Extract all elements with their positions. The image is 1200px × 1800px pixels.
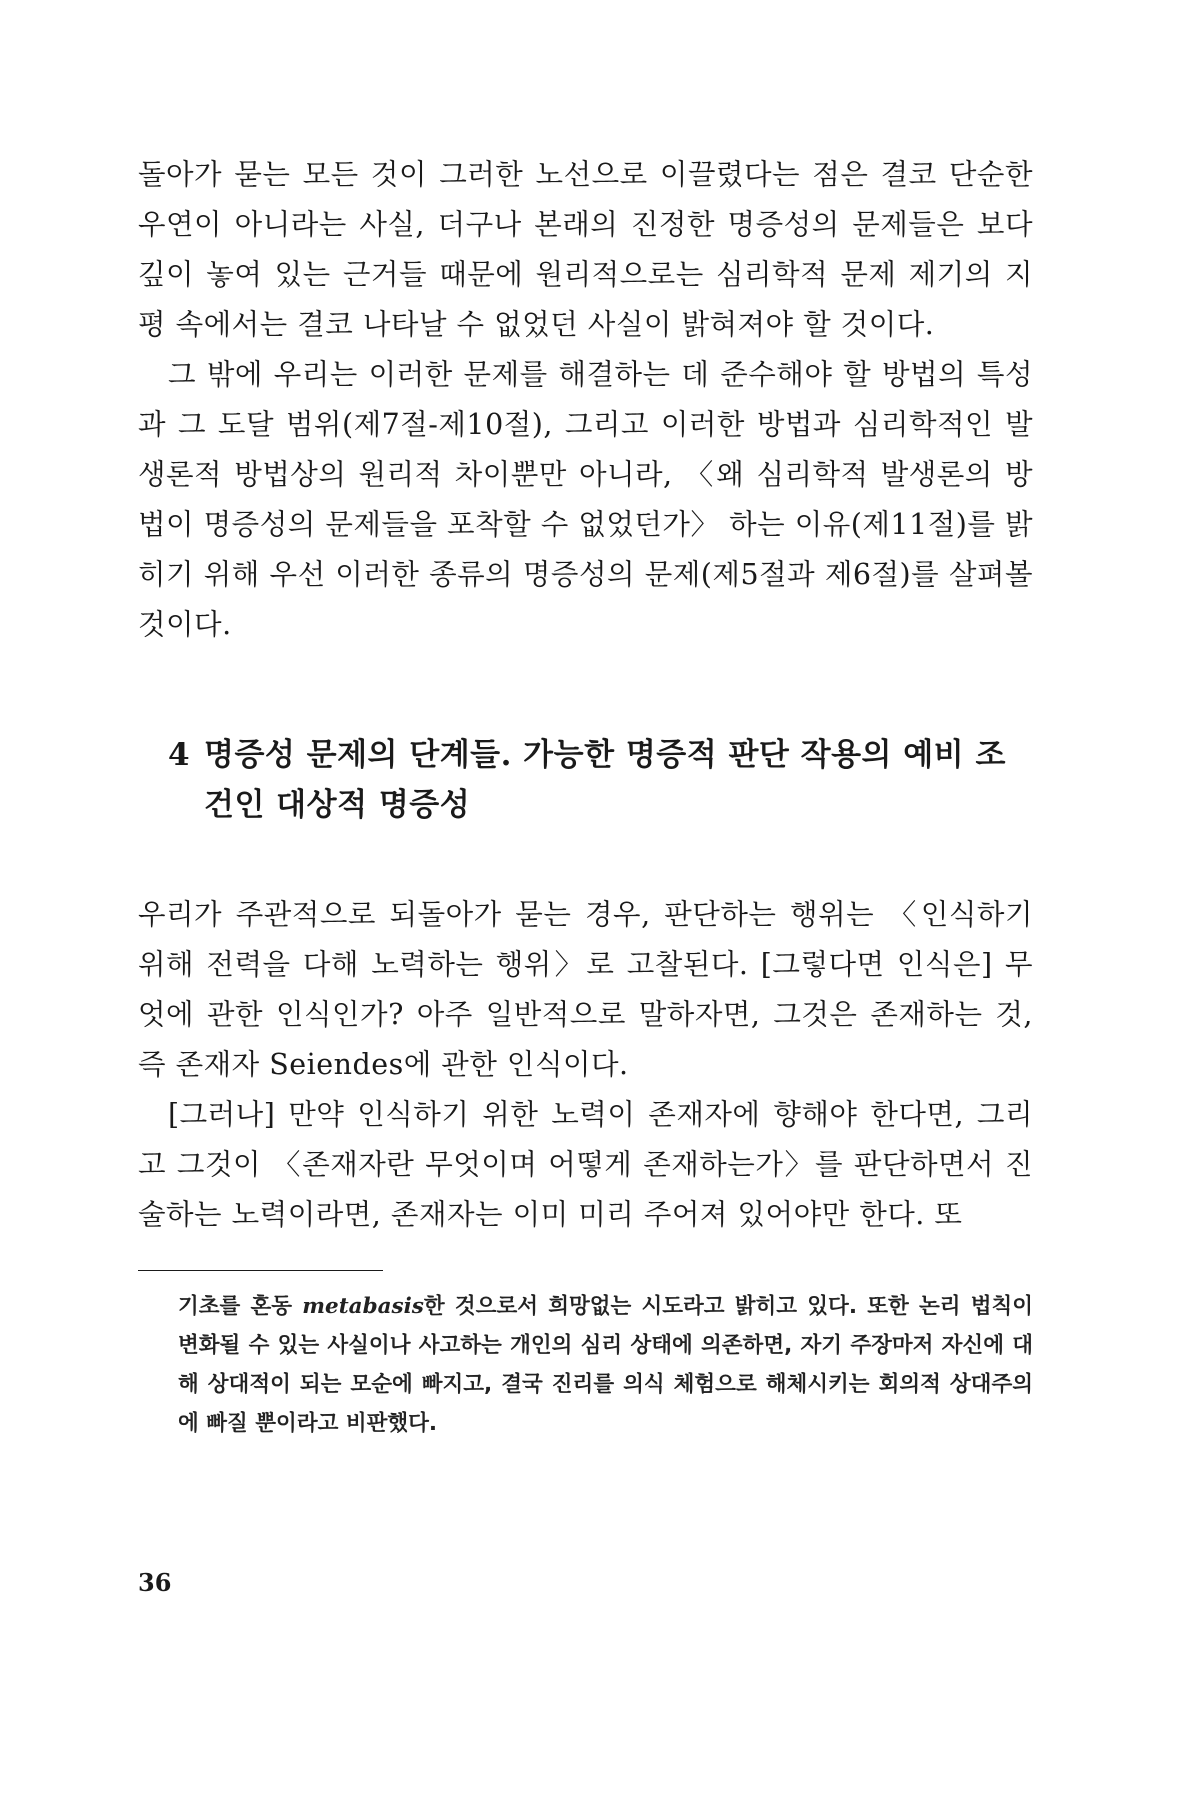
- section-title: 명증성 문제의 단계들. 가능한 명증적 판단 작용의 예비 조건인 대상적 명증성: [204, 737, 1006, 823]
- section-number: 4: [168, 737, 191, 773]
- footnote-text-after: 한 것으로서 희망없는 시도라고 밝히고 있다. 또한 논리 법칙이 변화될 수 있는 사실이나 사고하는 개인의 심리 상태에 의존하면, 자기 주장마저 자신에 대해 상대적이 되는 모순에 빠지고, 결국 진리를 의식 체험으로 해체시키는 회의적 상대주의에 빠질 뿐이라고 비판했다.: [178, 1294, 1033, 1436]
- body-paragraph-2: 그 밖에 우리는 이러한 문제를 해결하는 데 준수해야 할 방법의 특성과 그 도달 범위(제7절-제10절), 그리고 이러한 방법과 심리학적인 발생론적 방법상의 원리적 차이뿐만 아니라, 〈왜 심리학적 발생론의 방법이 명증성의 문제들을 포착할 수 없었던가〉 하는 이유(제11절)를 밝히기 위해 우선 이러한 종류의 명증성의 문제(제5절과 제6절)를 살펴볼 것이다.: [138, 358, 1033, 641]
- footnote: [178, 1287, 1033, 1443]
- section-heading: [168, 730, 1033, 830]
- page-content: [138, 150, 1033, 1443]
- footnote-italic-term: metabasis: [302, 1294, 424, 1319]
- body-paragraph-4: [그러나] 만약 인식하기 위한 노력이 존재자에 향해야 한다면, 그리고 그것이 〈존재자란 무엇이며 어떻게 존재하는가〉를 판단하면서 진술하는 노력이라면, 존재자는 이미 미리 주어져 있어야만 한다. 또: [138, 1098, 1033, 1231]
- body-paragraph-1: 돌아가 묻는 모든 것이 그러한 노선으로 이끌렸다는 점은 결코 단순한 우연이 아니라는 사실, 더구나 본래의 진정한 명증성의 문제들은 보다 깊이 놓여 있는 근거들 때문에 원리적으로는 심리학적 문제 제기의 지평 속에서는 결코 나타날 수 없었던 사실이 밝혀져야 할 것이다.: [138, 158, 1033, 341]
- footnote-divider: [138, 1270, 383, 1271]
- page-number: 36: [138, 1568, 172, 1597]
- footnote-text-before: 기초를 혼동: [178, 1294, 303, 1319]
- body-paragraph-3: 우리가 주관적으로 되돌아가 묻는 경우, 판단하는 행위는 〈인식하기 위해 전력을 다해 노력하는 행위〉로 고찰된다. [그렇다면 인식은] 무엇에 관한 인식인가? 아주 일반적으로 말하자면, 그것은 존재하는 것, 즉 존재자 Seiendes에 관한 인식이다.: [138, 898, 1033, 1081]
